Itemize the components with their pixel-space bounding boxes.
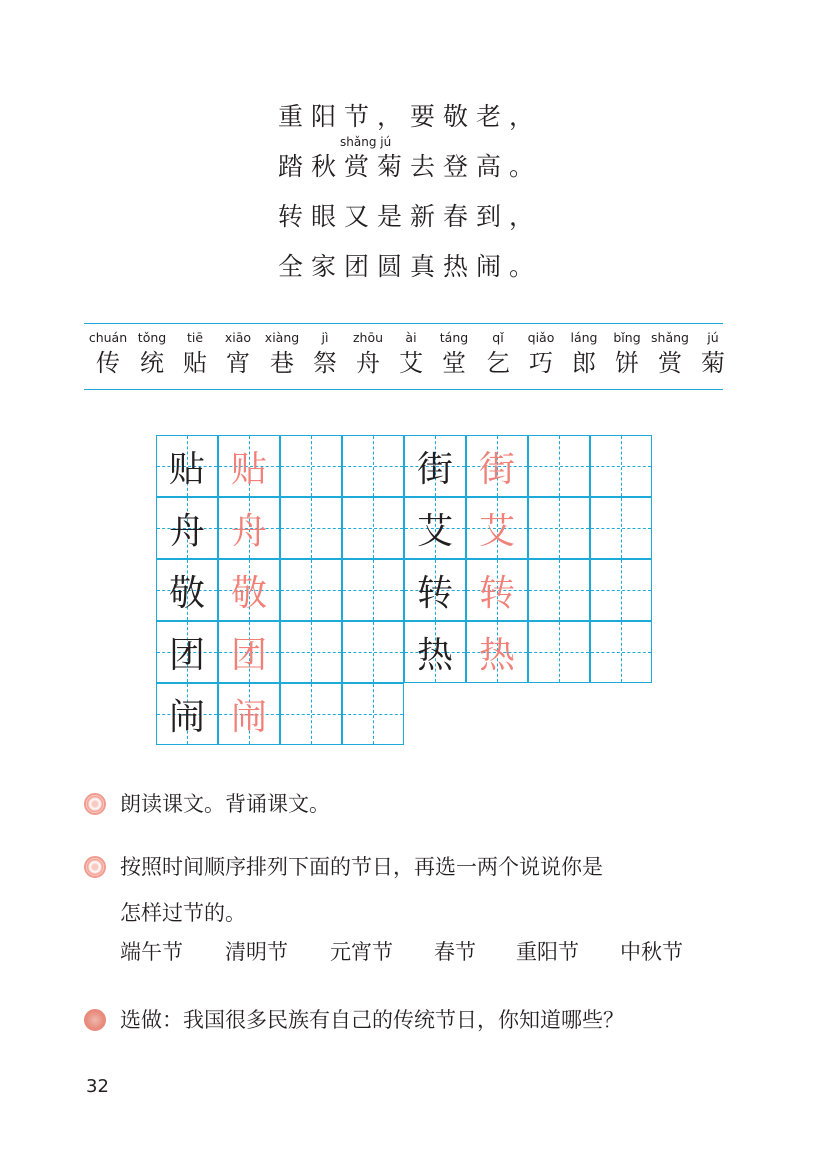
vocab-char: 舟 — [356, 349, 380, 377]
grid-cell — [590, 497, 652, 559]
grid-cell — [466, 497, 528, 559]
page-number: 32 — [86, 1076, 109, 1097]
vocab-pinyin: shǎng — [651, 330, 689, 345]
vocab-item — [605, 330, 649, 380]
grid-cell — [466, 435, 528, 497]
grid-cell — [156, 559, 218, 621]
vocab-item — [130, 330, 174, 380]
vocab-item — [432, 330, 476, 380]
vocab-item — [173, 330, 217, 380]
vocab-pinyin: jú — [707, 330, 719, 345]
grid-cell — [156, 683, 218, 745]
vocab-pinyin: zhōu — [352, 330, 384, 345]
grid-cell — [528, 621, 590, 683]
exercise-1 — [84, 787, 330, 821]
grid-cell — [156, 435, 218, 497]
vocabulary-band — [84, 323, 723, 390]
festival-item: 端午节 — [120, 940, 183, 964]
trace-char: 舟 — [230, 510, 267, 552]
exercise-badge-icon — [84, 856, 106, 878]
grid-cell — [156, 497, 218, 559]
grid-cell — [342, 497, 404, 559]
vocab-item — [303, 330, 347, 380]
grid-cell — [280, 559, 342, 621]
exercise-2-text — [120, 850, 603, 930]
model-char: 贴 — [168, 448, 205, 490]
vocab-char: 巷 — [270, 349, 294, 377]
vocab-char: 艾 — [399, 349, 423, 377]
vocab-item — [648, 330, 692, 380]
vocab-item — [562, 330, 606, 380]
grid-cell — [218, 497, 280, 559]
poem-line-3: 转眼又是新春到， — [278, 202, 543, 231]
vocab-char: 菊 — [701, 349, 725, 377]
vocab-char: 传 — [96, 349, 120, 377]
vocab-pinyin: láng — [570, 330, 598, 345]
trace-char: 闹 — [230, 696, 267, 738]
exercise-2-line-1: 按照时间顺序排列下面的节日，再选一两个说说你是 — [120, 855, 603, 879]
vocab-char: 巧 — [529, 349, 553, 377]
trace-char: 贴 — [230, 448, 267, 490]
trace-char: 团 — [230, 634, 267, 676]
exercise-2-line-2: 怎样过节的。 — [120, 901, 246, 925]
vocab-pinyin: xiàng — [264, 330, 300, 345]
grid-cell — [528, 435, 590, 497]
grid-cell — [342, 559, 404, 621]
festival-item: 春节 — [434, 940, 476, 964]
grid-cell — [342, 621, 404, 683]
vocab-item — [389, 330, 433, 380]
model-char: 舟 — [168, 510, 205, 552]
grid-cell — [590, 621, 652, 683]
model-char: 艾 — [416, 510, 453, 552]
grid-cell — [218, 435, 280, 497]
optional-badge-icon — [84, 1009, 106, 1031]
grid-cell — [342, 683, 404, 745]
grid-cell — [218, 559, 280, 621]
trace-char: 街 — [478, 448, 515, 490]
vocab-char: 乞 — [486, 349, 510, 377]
exercise-3 — [84, 1003, 624, 1037]
vocab-char: 堂 — [442, 349, 466, 377]
model-char: 敬 — [168, 572, 205, 614]
grid-cell — [404, 559, 466, 621]
vocab-item — [86, 330, 130, 380]
grid-cell — [280, 683, 342, 745]
vocab-item — [519, 330, 563, 380]
vocab-item — [216, 330, 260, 380]
exercise-2 — [84, 850, 603, 930]
festival-item: 重阳节 — [516, 940, 579, 964]
grid-cell — [590, 435, 652, 497]
writing-grid — [156, 435, 652, 745]
grid-cell — [218, 683, 280, 745]
grid-cell — [156, 621, 218, 683]
festival-item: 元宵节 — [330, 940, 393, 964]
vocab-char: 赏 — [658, 349, 682, 377]
vocab-pinyin: qǐ — [492, 330, 504, 345]
grid-cell — [466, 559, 528, 621]
model-char: 转 — [416, 572, 453, 614]
grid-cell — [280, 621, 342, 683]
grid-cell — [404, 497, 466, 559]
vocab-item — [260, 330, 304, 380]
vocab-char: 饼 — [615, 349, 639, 377]
vocab-pinyin: táng — [439, 330, 469, 345]
festival-item: 清明节 — [225, 940, 288, 964]
vocab-char: 祭 — [313, 349, 337, 377]
vocab-pinyin: bǐng — [613, 330, 641, 345]
vocab-char: 宵 — [226, 349, 250, 377]
model-char: 热 — [416, 634, 453, 676]
vocab-pinyin: qiǎo — [527, 330, 555, 345]
grid-cell — [218, 621, 280, 683]
vocab-item — [691, 330, 735, 380]
trace-char: 艾 — [478, 510, 515, 552]
poem — [278, 92, 542, 292]
trace-char: 敬 — [230, 572, 267, 614]
poem-line-2: 踏秋赏菊去登高。 — [278, 152, 543, 181]
vocab-char: 郎 — [572, 349, 596, 377]
festival-item: 中秋节 — [620, 940, 683, 964]
vocab-pinyin: jì — [321, 330, 329, 345]
poem-line-4: 全家团圆真热闹。 — [278, 252, 543, 281]
grid-cell — [528, 559, 590, 621]
vocab-item — [346, 330, 390, 380]
vocab-char: 统 — [140, 349, 164, 377]
model-char: 闹 — [168, 696, 205, 738]
trace-char: 转 — [478, 572, 515, 614]
grid-cell — [404, 435, 466, 497]
poem-line-1: 重阳节，要敬老， — [278, 102, 543, 131]
grid-cell — [528, 497, 590, 559]
trace-char: 热 — [478, 634, 515, 676]
vocab-pinyin: xiāo — [224, 330, 252, 345]
poem-pinyin-note: shǎng jú — [340, 135, 392, 149]
vocab-pinyin: tiē — [186, 330, 204, 345]
vocab-item — [476, 330, 520, 380]
exercise-1-text: 朗读课文。背诵课文。 — [120, 792, 330, 816]
vocab-pinyin: chuán — [88, 330, 128, 345]
model-char: 团 — [168, 634, 205, 676]
model-char: 街 — [416, 448, 453, 490]
vocab-pinyin: tǒng — [137, 330, 167, 345]
vocab-char: 贴 — [183, 349, 207, 377]
grid-cell — [590, 559, 652, 621]
grid-cell — [342, 435, 404, 497]
grid-cell — [466, 621, 528, 683]
grid-cell — [280, 435, 342, 497]
exercise-badge-icon — [84, 793, 106, 815]
vocab-pinyin: ài — [405, 330, 417, 345]
grid-cell — [280, 497, 342, 559]
grid-cell — [404, 621, 466, 683]
exercise-3-text: 选做：我国很多民族有自己的传统节日，你知道哪些？ — [120, 1008, 624, 1032]
